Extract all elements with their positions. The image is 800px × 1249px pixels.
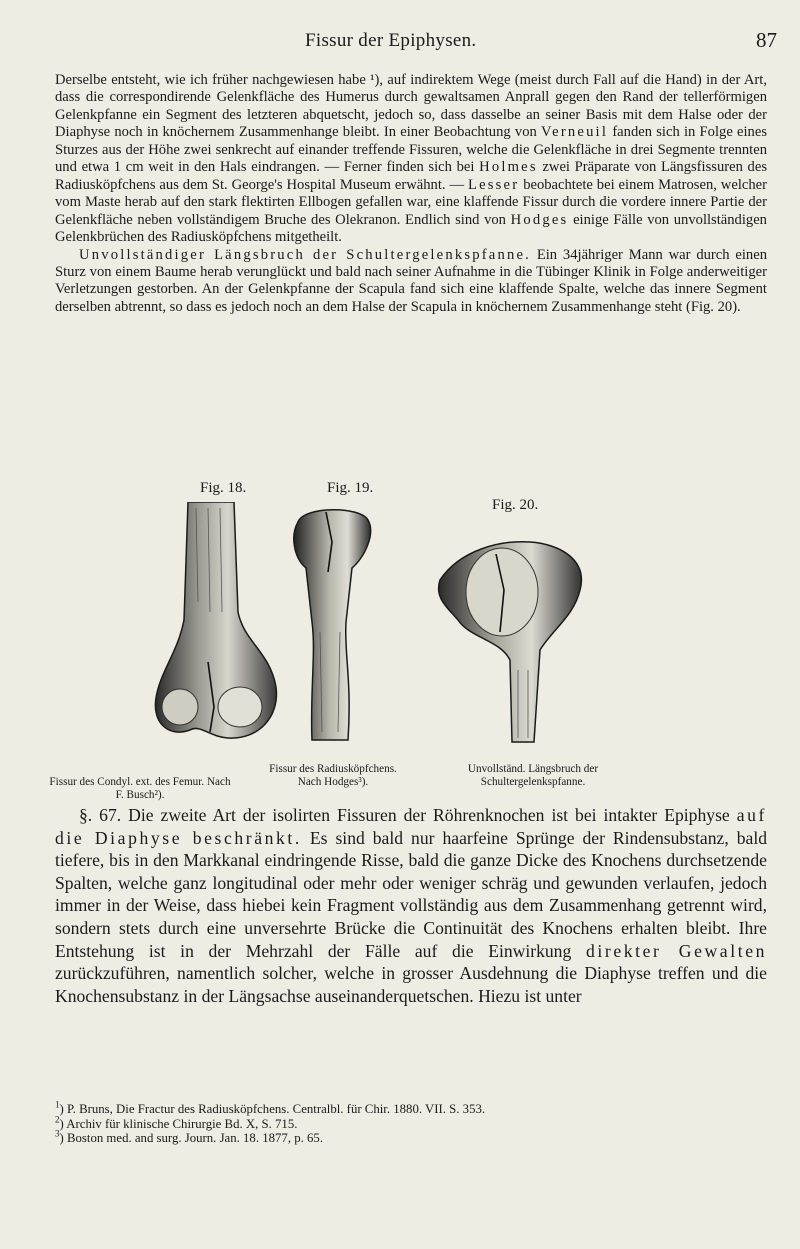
footnote-3: $^3$) Boston med. and surg. Journ. Jan. 18. 1877, p. 65.: [55, 1128, 324, 1146]
emphasis: direkter Gewalten: [585, 940, 767, 961]
footnote-2: $^2$) Archiv für klinische Chirurgie Bd. X, S. 715.: [55, 1114, 298, 1131]
figure-caption-20: Unvollständ. Längsbruch der Schultergelenkspfanne.: [467, 763, 599, 788]
author-name: Lesser: [467, 176, 520, 193]
author-name: Verneuil: [541, 124, 609, 141]
case-heading: Unvollständiger Längsbruch der Schultergelenkspfanne.: [79, 246, 531, 263]
figure-label-18: Fig. 18.: [200, 480, 247, 496]
paragraph-2: Unvollständiger Längsbruch der Schultergelenkspfanne. Ein 34jähriger Mann war durch einen Sturz von einem Baume herab verunglückt und bald nach seiner Aufnahme in die Tübinger Klinik in Folge anderweitiger Verletzungen gestorben. An der Gelenkpfanne der Scapula fand sich eine klaffende Spalte, welche das innere Segment derselben abtrennt, so dass es jedoch noch an dem Halse der Scapula in knöchernem Zusammenhange steht (Fig. 20).: [55, 246, 767, 315]
paragraph-1: Derselbe entsteht, wie ich früher nachgewiesen habe ¹), auf indirektem Wege (meist durch Fall auf die Hand) in der Art, dass die correspondirende Gelenkfläche des Humerus durch gewaltsamen Anprall gegen den Rand der tellerförmigen Gelenkpfanne ein Segment des letzteren abquetscht, jedoch so, dass dasselbe an seiner Basis mit dem Halse oder der Diaphyse noch in knöchernem Zusammenhange bleibt. In einer Beobachtung von Verneuil fanden sich in Folge eines Sturzes aus der Höhe zwei senkrecht auf einander treffende Fissuren, welche die Gelenkfläche in drei Segmente trennten und etwa 1 cm weit in den Hals eindrangen. — Ferner finden sich bei Holmes zwei Präparate von Längsfissuren des Radiusköpfchens aus dem St. George's Hospital Museum erwähnt. — Lesser beobachtete bei einem Matrosen, welcher vom Maste herab auf den stark flektirten Ellbogen gefallen war, eine klaffende Fissur durch die vordere innere Partie der Gelenkfläche neben vollständigem Bruche des Olekranon. Endlich sind von Hodges einige Fälle von unvollständigen Gelenkbrüchen des Radiusköpfchens mitgetheilt.: [55, 72, 768, 246]
footnotes: [55, 1099, 767, 1146]
figure-label-20: Fig. 20.: [492, 497, 539, 513]
section-67: [55, 804, 767, 1007]
section-paragraph: §. 67. Die zweite Art der isolirten Fissuren der Röhrenknochen ist bei intakter Epiphyse auf die Diaphyse beschränkt. Es sind bald nur haarfeine Sprünge der Rindensubstanz, bald tiefere, bis in den Markkanal eindringende Risse, bald die ganze Dicke des Knochens durchsetzende Spalten, welche ganz longitudinal oder mehr oder weniger schräg und gewunden verlaufen, jedoch immer in der Weise, dass hiebei kein Fragment vollständig aus dem Zusammenhang getrennt wird, sondern stets durch eine unversehrte Brücke die Continuität des Knochens erhalten bleibt. Ihre Entstehung ist in der Mehrzahl der Fälle auf die Einwirkung direkter Gewalten zurückzuführen, namentlich solcher, welche in grosser Ausdehnung die Diaphyse treffen und die Knochensubstanz in der Längsachse auseinanderquetschen. Hiezu ist unter: [55, 805, 767, 1006]
section-number: §. 67.: [79, 805, 122, 825]
footnote-1: $^1$) P. Bruns, Die Fractur des Radiusköpfchens. Centralbl. für Chir. 1880. VII. S. 353.: [55, 1099, 486, 1116]
page-number: 87: [756, 28, 777, 52]
femur-illustration: [148, 502, 288, 742]
running-head: [0, 30, 800, 60]
figure-label-19: Fig. 19.: [327, 480, 374, 496]
author-name: Holmes: [479, 159, 538, 176]
running-title: Fissur der Epiphysen.: [305, 30, 477, 51]
figure-caption-18: Fissur des Condyl. ext. des Femur. Nach F. Busch²).: [49, 776, 231, 801]
figure-caption-19: Fissur des Radiusköpfchens. Nach Hodges³).: [269, 763, 397, 788]
author-name: Hodges: [510, 211, 569, 228]
radius-illustration: [282, 502, 382, 742]
figure-area: [0, 480, 800, 801]
scapula-illustration: [430, 520, 600, 745]
body-text: [55, 72, 767, 316]
emphasis: auf die Diaphyse beschränkt.: [55, 805, 767, 848]
